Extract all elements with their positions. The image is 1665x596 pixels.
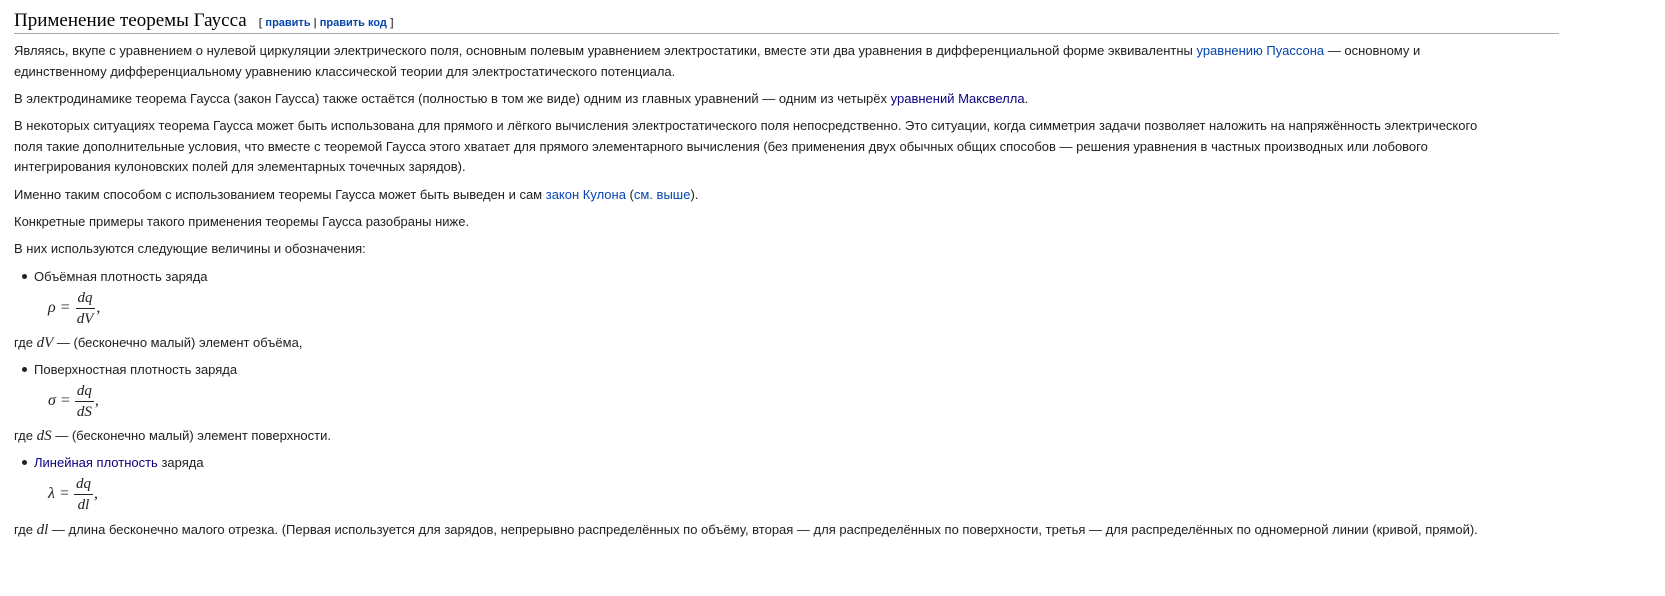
edit-section-links	[259, 17, 394, 29]
fraction-denominator: dl	[77, 496, 90, 513]
list-item-surface-density	[22, 360, 237, 380]
edit-bracket-open: [	[258, 17, 263, 29]
paragraph-text: — основному и	[1324, 43, 1421, 58]
paragraph-text: В некоторых ситуациях теорема Гаусса может быть использована для прямого и лёгкого вычисления электростатического поля непосредственно. Это ситуации, когда симметрия задачи позволяет наложить на напряжённость электрического	[14, 118, 1478, 133]
edit-separator: |	[313, 17, 317, 29]
bullet-icon	[22, 367, 27, 372]
paragraph-text: Именно таким способом с использованием теоремы Гаусса может быть выведен и сам	[14, 187, 546, 202]
edit-bracket-close: ]	[389, 17, 394, 29]
fraction-numerator: dq	[74, 475, 93, 495]
paragraph-text: ).	[690, 187, 699, 202]
formula-equals: =	[60, 392, 70, 409]
fraction-numerator: dq	[75, 382, 94, 402]
paragraph-text: .	[1024, 91, 1029, 106]
formula-symbol: ρ	[48, 299, 56, 316]
paragraph-text: поля такие дополнительные условия, что вместе с теоремой Гаусса этого хватает для прямого элементарного вычисления (без применения двух обычных общих способов — решения уравнения в частных производных или лобового	[14, 138, 1428, 154]
bullet-icon	[22, 460, 27, 465]
paragraph-where-surface	[14, 426, 331, 447]
poisson-equation-link[interactable]: уравнению Пуассона	[1196, 43, 1325, 58]
linear-density-link[interactable]: Линейная плотность	[34, 455, 158, 470]
paragraph-symmetry	[14, 116, 1477, 178]
inline-math: dS	[36, 428, 52, 444]
paragraph-examples: Конкретные примеры такого применения теоремы Гаусса разобраны ниже.	[14, 214, 470, 229]
edit-link[interactable]: править	[265, 17, 311, 29]
fraction-denominator: dV	[76, 310, 94, 327]
maxwell-equations-link[interactable]: уравнений Максвелла	[890, 91, 1025, 106]
formula-equals: =	[59, 485, 69, 502]
paragraph-notation: В них используются следующие величины и обозначения:	[14, 241, 366, 256]
inline-math: dV	[36, 335, 54, 351]
paragraph-text: где	[14, 335, 37, 350]
fraction-denominator: dS	[76, 403, 92, 420]
list-item-label: заряда	[157, 455, 204, 470]
paragraph-text: — (бесконечно малый) элемент поверхности.	[51, 428, 331, 443]
paragraph-text: Являясь, вкупе с уравнением о нулевой циркуляции электрического поля, основным полевым уравнением электростатики, вместе эти два уравнения в дифференциальной форме эквивалентны	[14, 43, 1197, 58]
formula-fraction	[75, 289, 96, 328]
paragraph-text: единственному дифференциальному уравнению классической теории для электростатического потенциала.	[14, 63, 676, 79]
paragraph-text: — длина бесконечно малого отрезка. (Первая используется для зарядов, непрерывно распределённых по объёму, вторая — для распределённых по поверхности, третья — для распределённых по одномерной линии (кривой, прямой).	[48, 522, 1478, 537]
formula-comma: ,	[93, 485, 98, 502]
inline-math: dl	[36, 522, 49, 538]
edit-source-link[interactable]: править код	[319, 17, 387, 29]
paragraph-coulomb	[14, 185, 698, 206]
paragraph-poisson	[14, 41, 1420, 82]
coulomb-law-link[interactable]: закон Кулона	[545, 187, 626, 202]
formula-surface-density	[48, 379, 99, 423]
bullet-icon	[22, 274, 27, 279]
formula-comma: ,	[94, 392, 99, 409]
paragraph-text: (	[625, 187, 634, 202]
formula-fraction	[75, 382, 94, 421]
see-above-link[interactable]: см. выше	[633, 187, 691, 202]
formula-volume-density	[48, 286, 100, 330]
paragraph-text: где	[14, 428, 37, 443]
formula-comma: ,	[96, 299, 101, 316]
formula-equals: =	[60, 299, 70, 316]
formula-linear-density	[48, 472, 98, 516]
paragraph-where-volume	[14, 333, 302, 354]
section-heading	[14, 0, 1559, 34]
paragraph-maxwell	[14, 89, 1028, 110]
list-item-volume-density	[22, 267, 208, 287]
list-item-label: Объёмная плотность заряда	[34, 269, 208, 284]
paragraph-text: интегрирования кулоновских полей для элементарных точечных зарядов).	[14, 159, 466, 174]
list-item-label: Поверхностная плотность заряда	[34, 362, 238, 377]
article-content	[14, 0, 1559, 538]
formula-fraction	[74, 475, 93, 514]
section-title: Применение теоремы Гаусса	[14, 10, 247, 31]
paragraph-where-linear	[14, 520, 1478, 541]
formula-symbol: σ	[48, 392, 56, 409]
paragraph-text: В электродинамике теорема Гаусса (закон Гаусса) также остаётся (полностью в том же виде) одним из главных уравнений — одним из четырёх	[14, 91, 891, 106]
paragraph-text: где	[14, 522, 37, 537]
fraction-numerator: dq	[76, 289, 95, 309]
list-item-linear-density	[22, 453, 204, 473]
formula-symbol: λ	[48, 485, 55, 502]
paragraph-text: — (бесконечно малый) элемент объёма,	[53, 335, 303, 350]
